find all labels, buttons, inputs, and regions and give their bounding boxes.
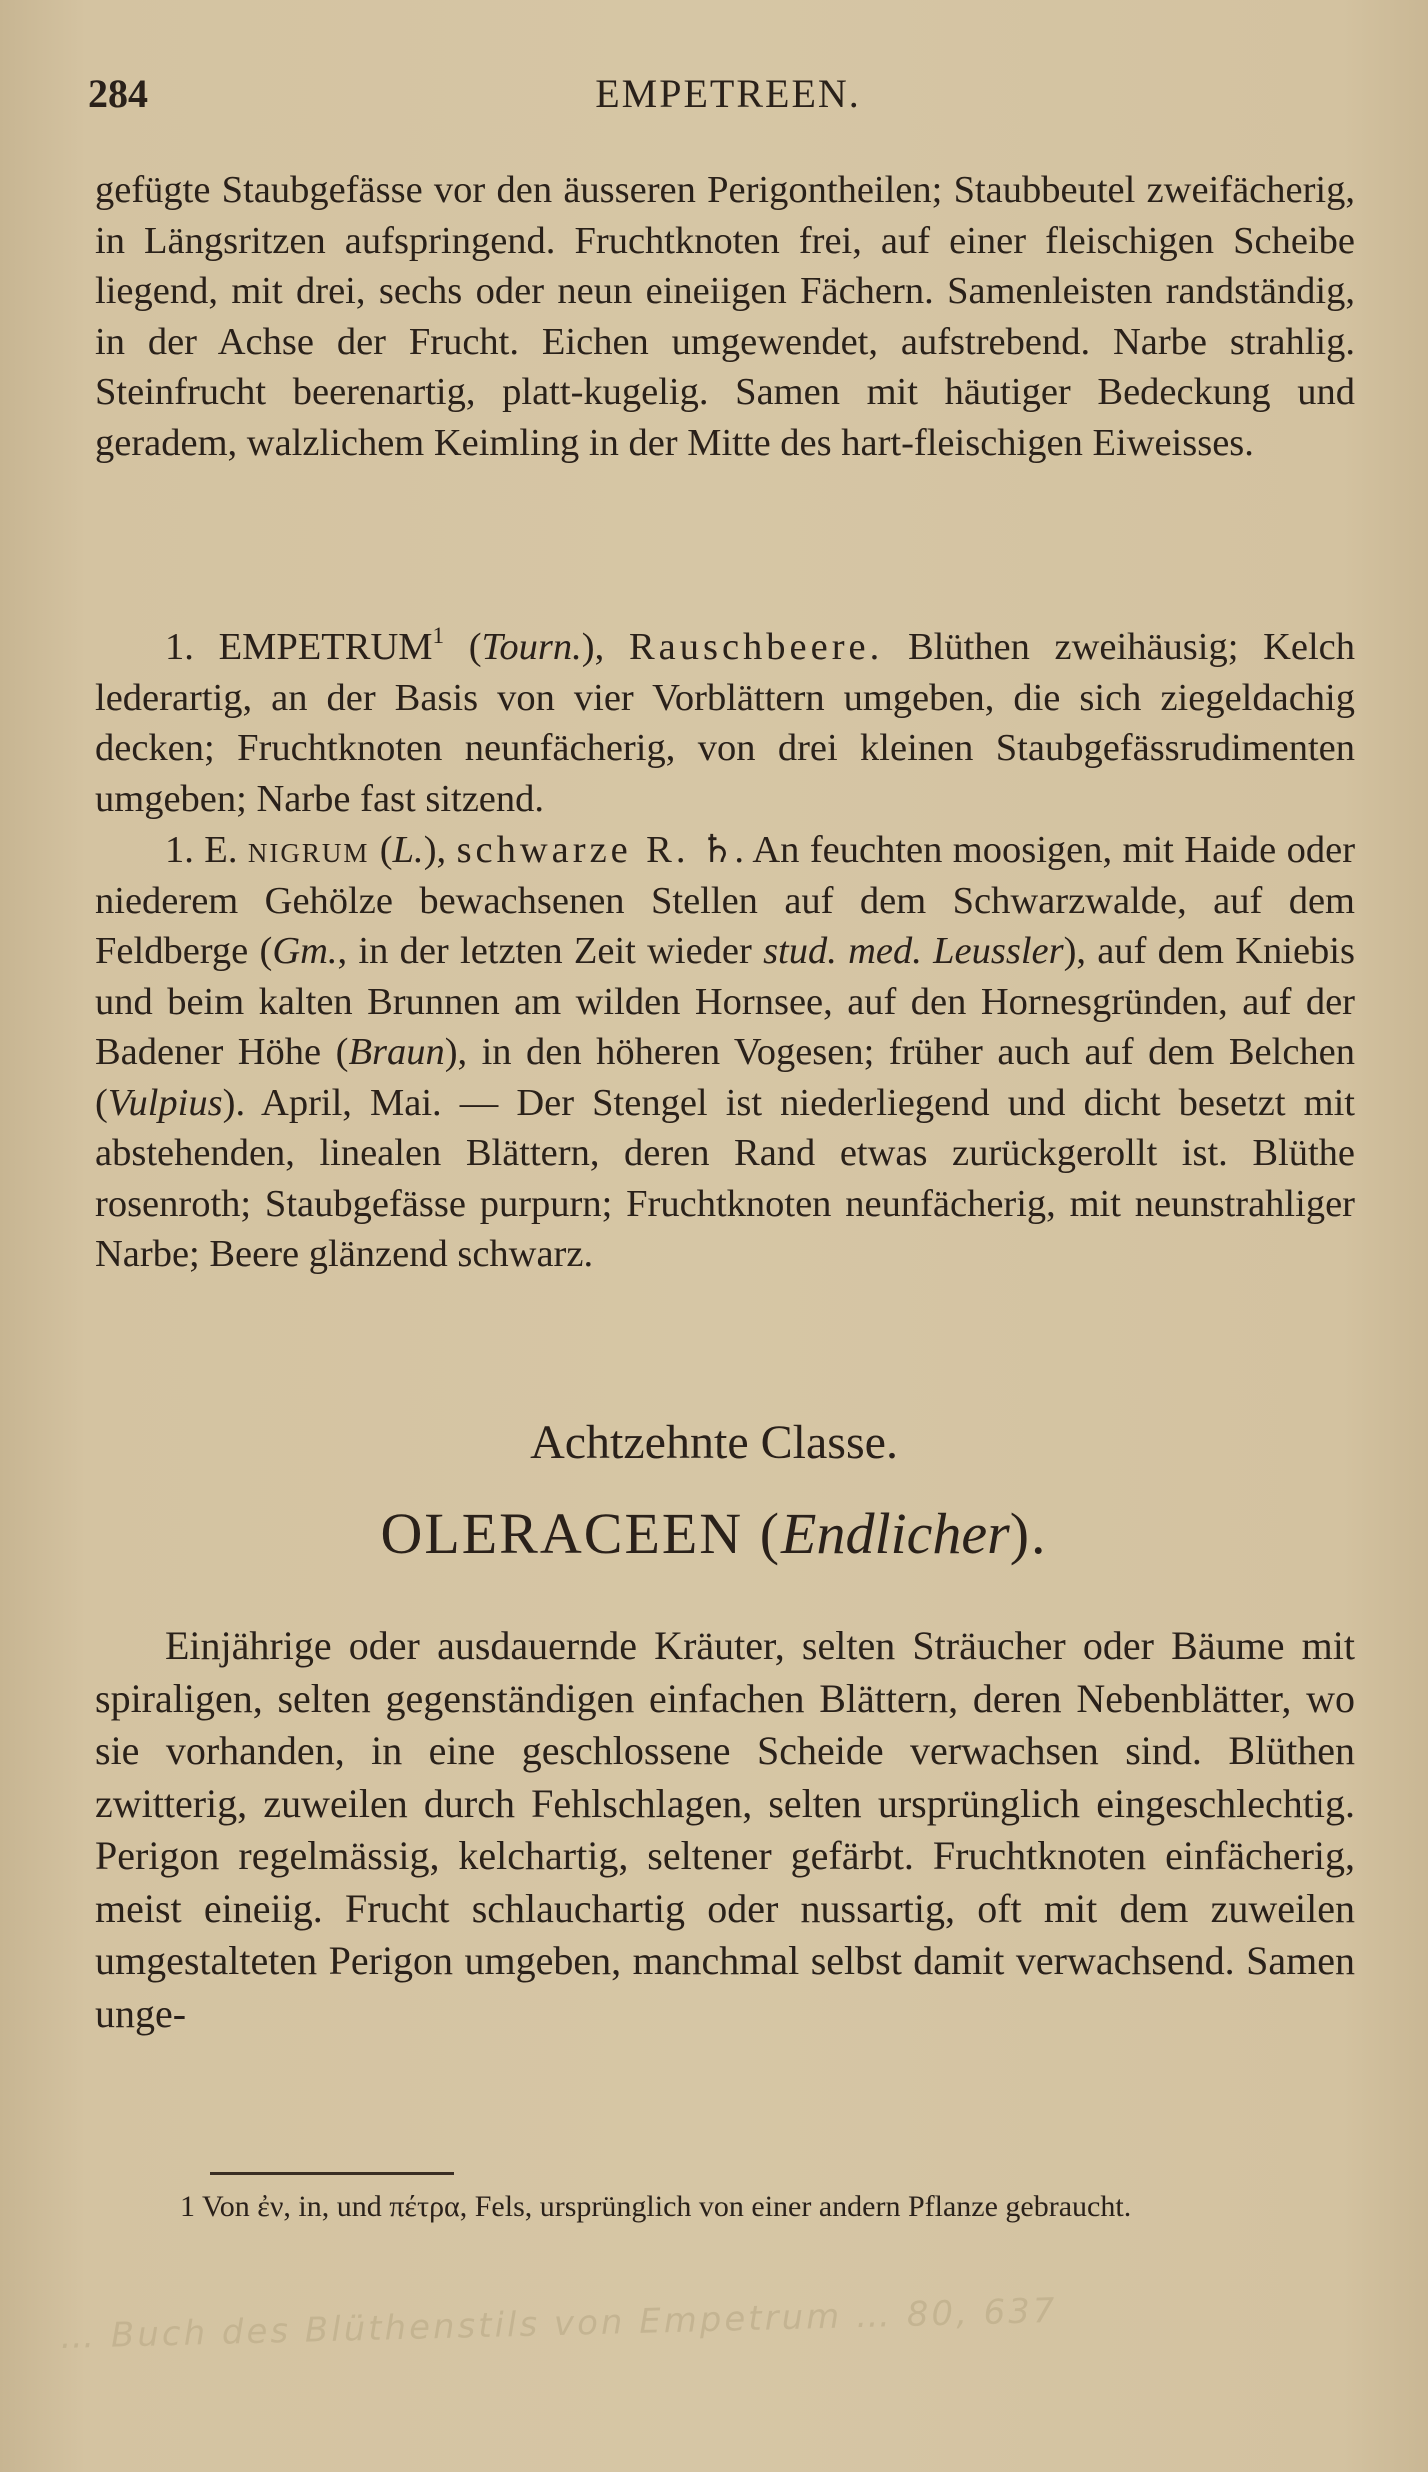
species-text-3: ), auf dem Kniebis und beim kalten Brunnen am wilden Hornsee, auf den Hornesgründen, auf der Badener Höhe ( — [95, 930, 1355, 1073]
handwritten-note: … Buch des Blüthenstils von Empetrum … 80, 637 — [59, 2290, 1059, 2358]
family-description-paragraph: Einjährige oder ausdauernde Kräuter, selten Sträucher oder Bäume mit spiraligen, selten gegenständigen einfachen Blättern, deren Nebenblätter, wo sie vorhanden, in eine geschlossene Scheide verwachsen sind. Blüthen zwitterig, zuweilen durch Fehlschlagen, selten ursprünglich eingeschlechtig. Perigon regelmässig, kelchartig, seltener gefärbt. Fruchtknoten einfächerig, meist eineiig. Frucht schlauchartig oder nussartig, oft mit dem zuweilen umgestalteten Perigon umgeben, manchmal selbst damit verwachsend. Samen unge- — [95, 1623, 1355, 2036]
species-text-4: ), in den höheren Vogesen; früher auch auf dem Belchen ( — [95, 1031, 1355, 1124]
page-number: 284 — [88, 71, 148, 116]
family-name: OLERACEEN — [380, 1501, 744, 1566]
family-description-continued — [95, 165, 1355, 468]
genus-common-name: Rauschbeere. — [628, 626, 884, 668]
footnote-text: Von ἐν, in, und πέτρα, Fels, ursprünglich von einer andern Pflanze gebraucht. — [201, 2190, 1132, 2223]
genus-number: 1. — [165, 626, 194, 668]
collector-4: Vulpius — [107, 1081, 223, 1124]
collector-3: Braun — [348, 1031, 445, 1073]
shrub-symbol: ♄. — [699, 829, 745, 871]
species-text-5: ). April, Mai. — Der Stengel ist niederliegend und dicht besetzt mit abstehenden, linealen Blättern, deren Rand etwas zurückgerollt ist. Blüthe rosenroth; Staubgefässe purpurn; Fruchtknoten neunfächerig, mit neunstrahliger Narbe; Beere glänzend schwarz. — [95, 1081, 1355, 1275]
species-epithet: nigrum — [247, 829, 370, 871]
class-heading: Achtzehnte Classe. — [530, 1416, 898, 1469]
collector-2: stud. med. Leussler — [763, 930, 1064, 972]
genus-authority: Tourn. — [481, 626, 582, 668]
species-text-2: , in der letzten Zeit wieder — [337, 930, 764, 972]
footnote-reference: 1 — [432, 621, 445, 648]
genus-name: EMPETRUM — [218, 626, 433, 668]
species-genus-abbr: E. — [204, 829, 238, 871]
collector-1: Gm. — [272, 930, 338, 972]
footnote-rule — [210, 2172, 454, 2175]
family-authority: Endlicher — [781, 1501, 1010, 1566]
intro-paragraph: gefügte Staubgefässe vor den äusseren Perigontheilen; Staubbeutel zweifächerig, in Längsritzen aufspringend. Fruchtknoten frei, auf einer fleischigen Scheibe liegend, mit drei, sechs oder neun eineiigen Fächern. Samenleisten randständig, in der Achse der Frucht. Eichen umgewendet, aufstrebend. Narbe strahlig. Steinfrucht beerenartig, platt-kugelig. Samen mit häutiger Bedeckung und geradem, walzlichem Keimling in der Mitte des hart-fleischigen Eiweisses. — [95, 169, 1355, 464]
species-common-name: schwarze R. — [456, 829, 690, 871]
species-paragraph: 1. E. nigrum (L.), schwarze R. ♄. An feuchten moosigen, mit Haide oder niederem Gehölze bewachsenen Stellen auf dem Schwarzwalde, auf dem Feldberge (Gm., in der letzten Zeit wieder stud. med. Leussler), auf dem Kniebis und beim kalten Brunnen am wilden Hornsee, auf den Hornesgründen, auf der Badener Höhe (Braun), in den höheren Vogesen; früher auch auf dem Belchen (Vulpius). April, Mai. — Der Stengel ist niederliegend und dicht besetzt mit abstehenden, linealen Blättern, deren Rand etwas zurückgerollt ist. Blüthe rosenroth; Staubgefässe purpurn; Fruchtknoten neunfächerig, mit neunstrahliger Narbe; Beere glänzend schwarz. — [95, 829, 1356, 1275]
genus-paragraph: 1. EMPETRUM$^1$ (Tourn.), Rauschbeere. Blüthen zweihäusig; Kelch lederartig, an der Basis von vier Vorblättern umgeben, die sich ziegeldachig decken; Fruchtknoten neunfächerig, von drei kleinen Staubgefässrudimenten umgeben; Narbe fast sitzend. — [95, 621, 1356, 820]
footnote — [100, 2185, 1355, 2229]
genus-entry — [95, 622, 1355, 824]
species-text-1: An feuchten moosigen, mit Haide oder niederem Gehölze bewachsenen Stellen auf dem Schwarzwalde, auf dem Feldberge ( — [95, 829, 1356, 972]
species-entry — [95, 825, 1355, 1280]
family-description — [95, 1620, 1355, 2040]
species-authority: L. — [392, 829, 424, 871]
footnote-marker: 1 — [180, 2190, 195, 2223]
page-header — [88, 70, 1368, 130]
species-number: 1. — [165, 829, 194, 871]
genus-description: Blüthen zweihäusig; Kelch lederartig, an der Basis von vier Vorblättern umgeben, die sich ziegeldachig decken; Fruchtknoten neunfächerig, von drei kleinen Staubgefässrudimenten umgeben; Narbe fast sitzend. — [95, 626, 1356, 820]
running-title: EMPETREEN. — [595, 71, 861, 116]
family-heading: OLERACEEN (Endlicher). — [380, 1501, 1048, 1566]
